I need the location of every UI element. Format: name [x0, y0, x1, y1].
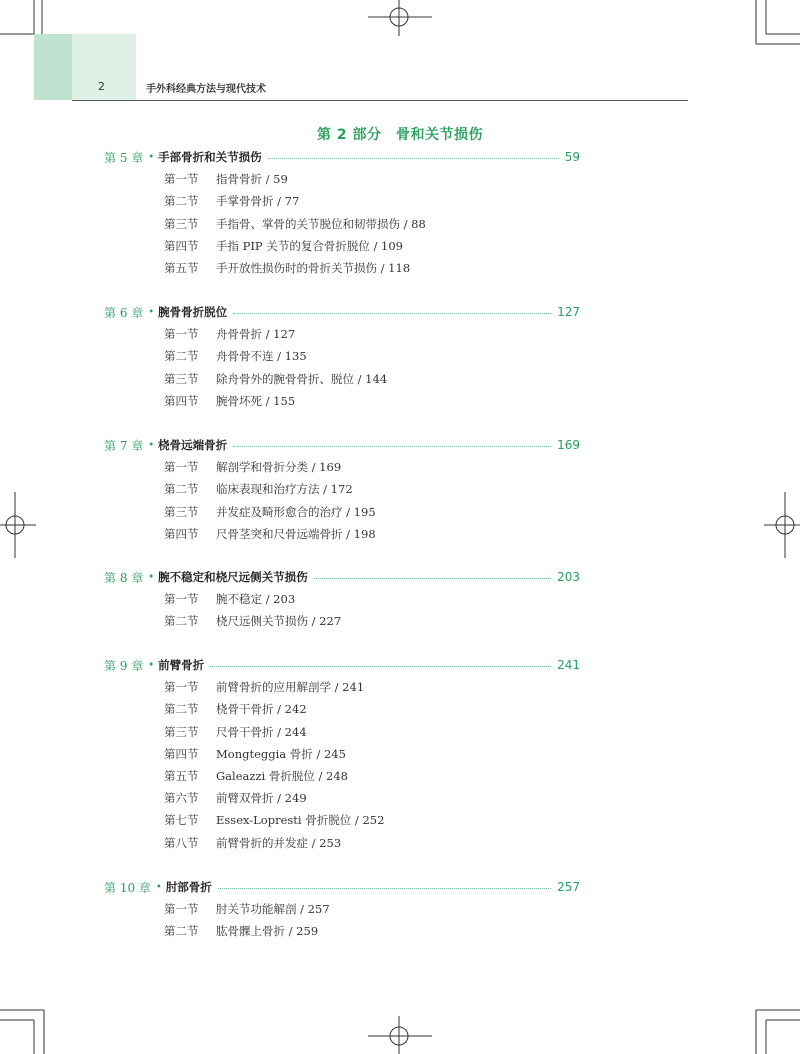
section-title: 尺骨干骨折 / 244 [216, 724, 307, 739]
section-label: 第四节 [164, 238, 199, 253]
chapter-page-number: 257 [557, 880, 580, 894]
chapter-title: 腕骨骨折脱位 [158, 305, 228, 319]
section-row[interactable] [164, 834, 341, 852]
bullet-icon: • [148, 306, 155, 318]
section-row[interactable] [164, 767, 348, 785]
section-label: 第二节 [164, 194, 199, 209]
section-row[interactable] [164, 525, 376, 543]
dot-leader [218, 888, 551, 889]
section-label: 第二节 [164, 482, 199, 497]
section-label: 第四节 [164, 746, 199, 761]
section-row[interactable] [164, 392, 295, 410]
section-row[interactable] [164, 922, 318, 940]
section-label: 第四节 [164, 526, 199, 541]
section-title: 临床表现和治疗方法 / 172 [216, 482, 353, 497]
section-label: 第一节 [164, 327, 199, 342]
section-title: 并发症及畸形愈合的治疗 / 195 [216, 504, 376, 519]
running-title: 手外科经典方法与现代技术 [146, 84, 266, 95]
section-label: 第二节 [164, 349, 199, 364]
section-label: 第四节 [164, 393, 199, 408]
chapter-row[interactable] [104, 303, 580, 321]
chapter-title: 腕不稳定和桡尺远侧关节损伤 [158, 570, 308, 584]
dot-leader [233, 313, 551, 314]
section-title: 尺骨茎突和尺骨远端骨折 / 198 [216, 526, 376, 541]
header-color-block-dark [34, 34, 72, 100]
section-row[interactable] [164, 192, 299, 210]
section-label: 第八节 [164, 835, 199, 850]
chapter-row[interactable] [104, 436, 580, 454]
section-label: 第二节 [164, 924, 199, 939]
section-row[interactable] [164, 325, 295, 343]
section-title: 腕不稳定 / 203 [216, 592, 296, 607]
dot-leader [268, 158, 559, 159]
section-title: 桡骨干骨折 / 242 [216, 702, 307, 717]
section-row[interactable] [164, 745, 346, 763]
header-rule [72, 100, 688, 101]
section-row[interactable] [164, 590, 295, 608]
section-row[interactable] [164, 480, 353, 498]
section-label: 第六节 [164, 791, 199, 806]
section-row[interactable] [164, 612, 341, 630]
section-title: 除舟骨外的腕骨骨折、脱位 / 144 [216, 371, 388, 386]
section-label: 第三节 [164, 724, 199, 739]
section-title: 舟骨骨不连 / 135 [216, 349, 307, 364]
section-title: 手指骨、掌骨的关节脱位和韧带损伤 / 88 [216, 216, 426, 231]
bullet-icon: • [148, 659, 155, 671]
chapter-row[interactable] [104, 656, 580, 674]
section-title: 指骨骨折 / 59 [216, 172, 288, 187]
bullet-icon: • [148, 571, 155, 583]
chapter-title: 肘部骨折 [165, 880, 212, 894]
chapter-label: 第 9 章 [104, 658, 144, 673]
chapter-page-number: 127 [557, 305, 580, 319]
chapter-row[interactable] [104, 148, 580, 166]
dot-leader [314, 578, 551, 579]
section-row[interactable] [164, 723, 307, 741]
section-label: 第一节 [164, 460, 199, 475]
section-title: 腕骨坏死 / 155 [216, 393, 296, 408]
section-title: 桡尺远侧关节损伤 / 227 [216, 614, 342, 629]
section-row[interactable] [164, 900, 330, 918]
section-label: 第一节 [164, 172, 199, 187]
section-title: 解剖学和骨折分类 / 169 [216, 460, 342, 475]
page-number: 2 [98, 80, 105, 93]
chapter-row[interactable] [104, 878, 580, 896]
section-title: 前臂骨折的并发症 / 253 [216, 835, 342, 850]
chapter-page-number: 241 [557, 658, 580, 672]
section-row[interactable] [164, 170, 288, 188]
section-title: 肘关节功能解剖 / 257 [216, 902, 330, 917]
section-label: 第三节 [164, 371, 199, 386]
section-title: Galeazzi 骨折脱位 / 248 [216, 769, 348, 783]
section-title: 手指 PIP 关节的复合骨折脱位 / 109 [216, 238, 403, 253]
bullet-icon: • [148, 439, 155, 451]
section-label: 第三节 [164, 504, 199, 519]
section-row[interactable] [164, 347, 307, 365]
bullet-icon: • [155, 881, 162, 893]
section-label: 第五节 [164, 261, 199, 275]
section-row[interactable] [164, 370, 387, 388]
section-row[interactable] [164, 458, 341, 476]
section-row[interactable] [164, 215, 426, 233]
section-label: 第二节 [164, 702, 199, 717]
chapter-label: 第 8 章 [104, 570, 144, 585]
chapter-page-number: 59 [564, 150, 580, 164]
section-title: 前臂骨折的应用解剖学 / 241 [216, 680, 365, 695]
section-row[interactable] [164, 811, 384, 829]
chapter-label: 第 6 章 [104, 305, 144, 320]
chapter-row[interactable] [104, 568, 580, 586]
section-row[interactable] [164, 678, 364, 696]
section-title: Essex-Lopresti 骨折脱位 / 252 [216, 813, 385, 828]
chapter-label: 第 10 章 [104, 880, 151, 895]
section-label: 第二节 [164, 614, 199, 629]
chapter-title: 桡骨远端骨折 [158, 438, 228, 452]
section-row[interactable] [164, 503, 376, 521]
part-title: 第 2 部分 骨和关节损伤 [317, 127, 483, 143]
section-label: 第三节 [164, 216, 199, 231]
section-title: 手掌骨骨折 / 77 [216, 194, 300, 209]
chapter-label: 第 5 章 [104, 150, 144, 165]
section-row[interactable] [164, 789, 307, 807]
section-row[interactable] [164, 700, 307, 718]
dot-leader [210, 666, 551, 667]
dot-leader [233, 446, 551, 447]
section-title: Mongteggia 骨折 / 245 [216, 746, 346, 761]
bullet-icon: • [148, 151, 155, 163]
chapter-page-number: 169 [557, 438, 580, 452]
section-title: 舟骨骨折 / 127 [216, 327, 296, 342]
section-label: 第七节 [164, 813, 199, 828]
section-label: 第一节 [164, 902, 199, 917]
section-label: 第五节 [164, 769, 199, 783]
section-title: 前臂双骨折 / 249 [216, 791, 307, 806]
chapter-title: 手部骨折和关节损伤 [158, 150, 262, 164]
section-title: 肱骨髁上骨折 / 259 [216, 924, 319, 939]
chapter-title: 前臂骨折 [158, 658, 205, 672]
section-title: 手开放性损伤时的骨折关节损伤 / 118 [216, 261, 411, 275]
section-row[interactable] [164, 237, 403, 255]
chapter-label: 第 7 章 [104, 438, 144, 453]
section-label: 第一节 [164, 592, 199, 607]
section-label: 第一节 [164, 680, 199, 695]
chapter-page-number: 203 [557, 570, 580, 584]
section-row[interactable] [164, 259, 410, 277]
